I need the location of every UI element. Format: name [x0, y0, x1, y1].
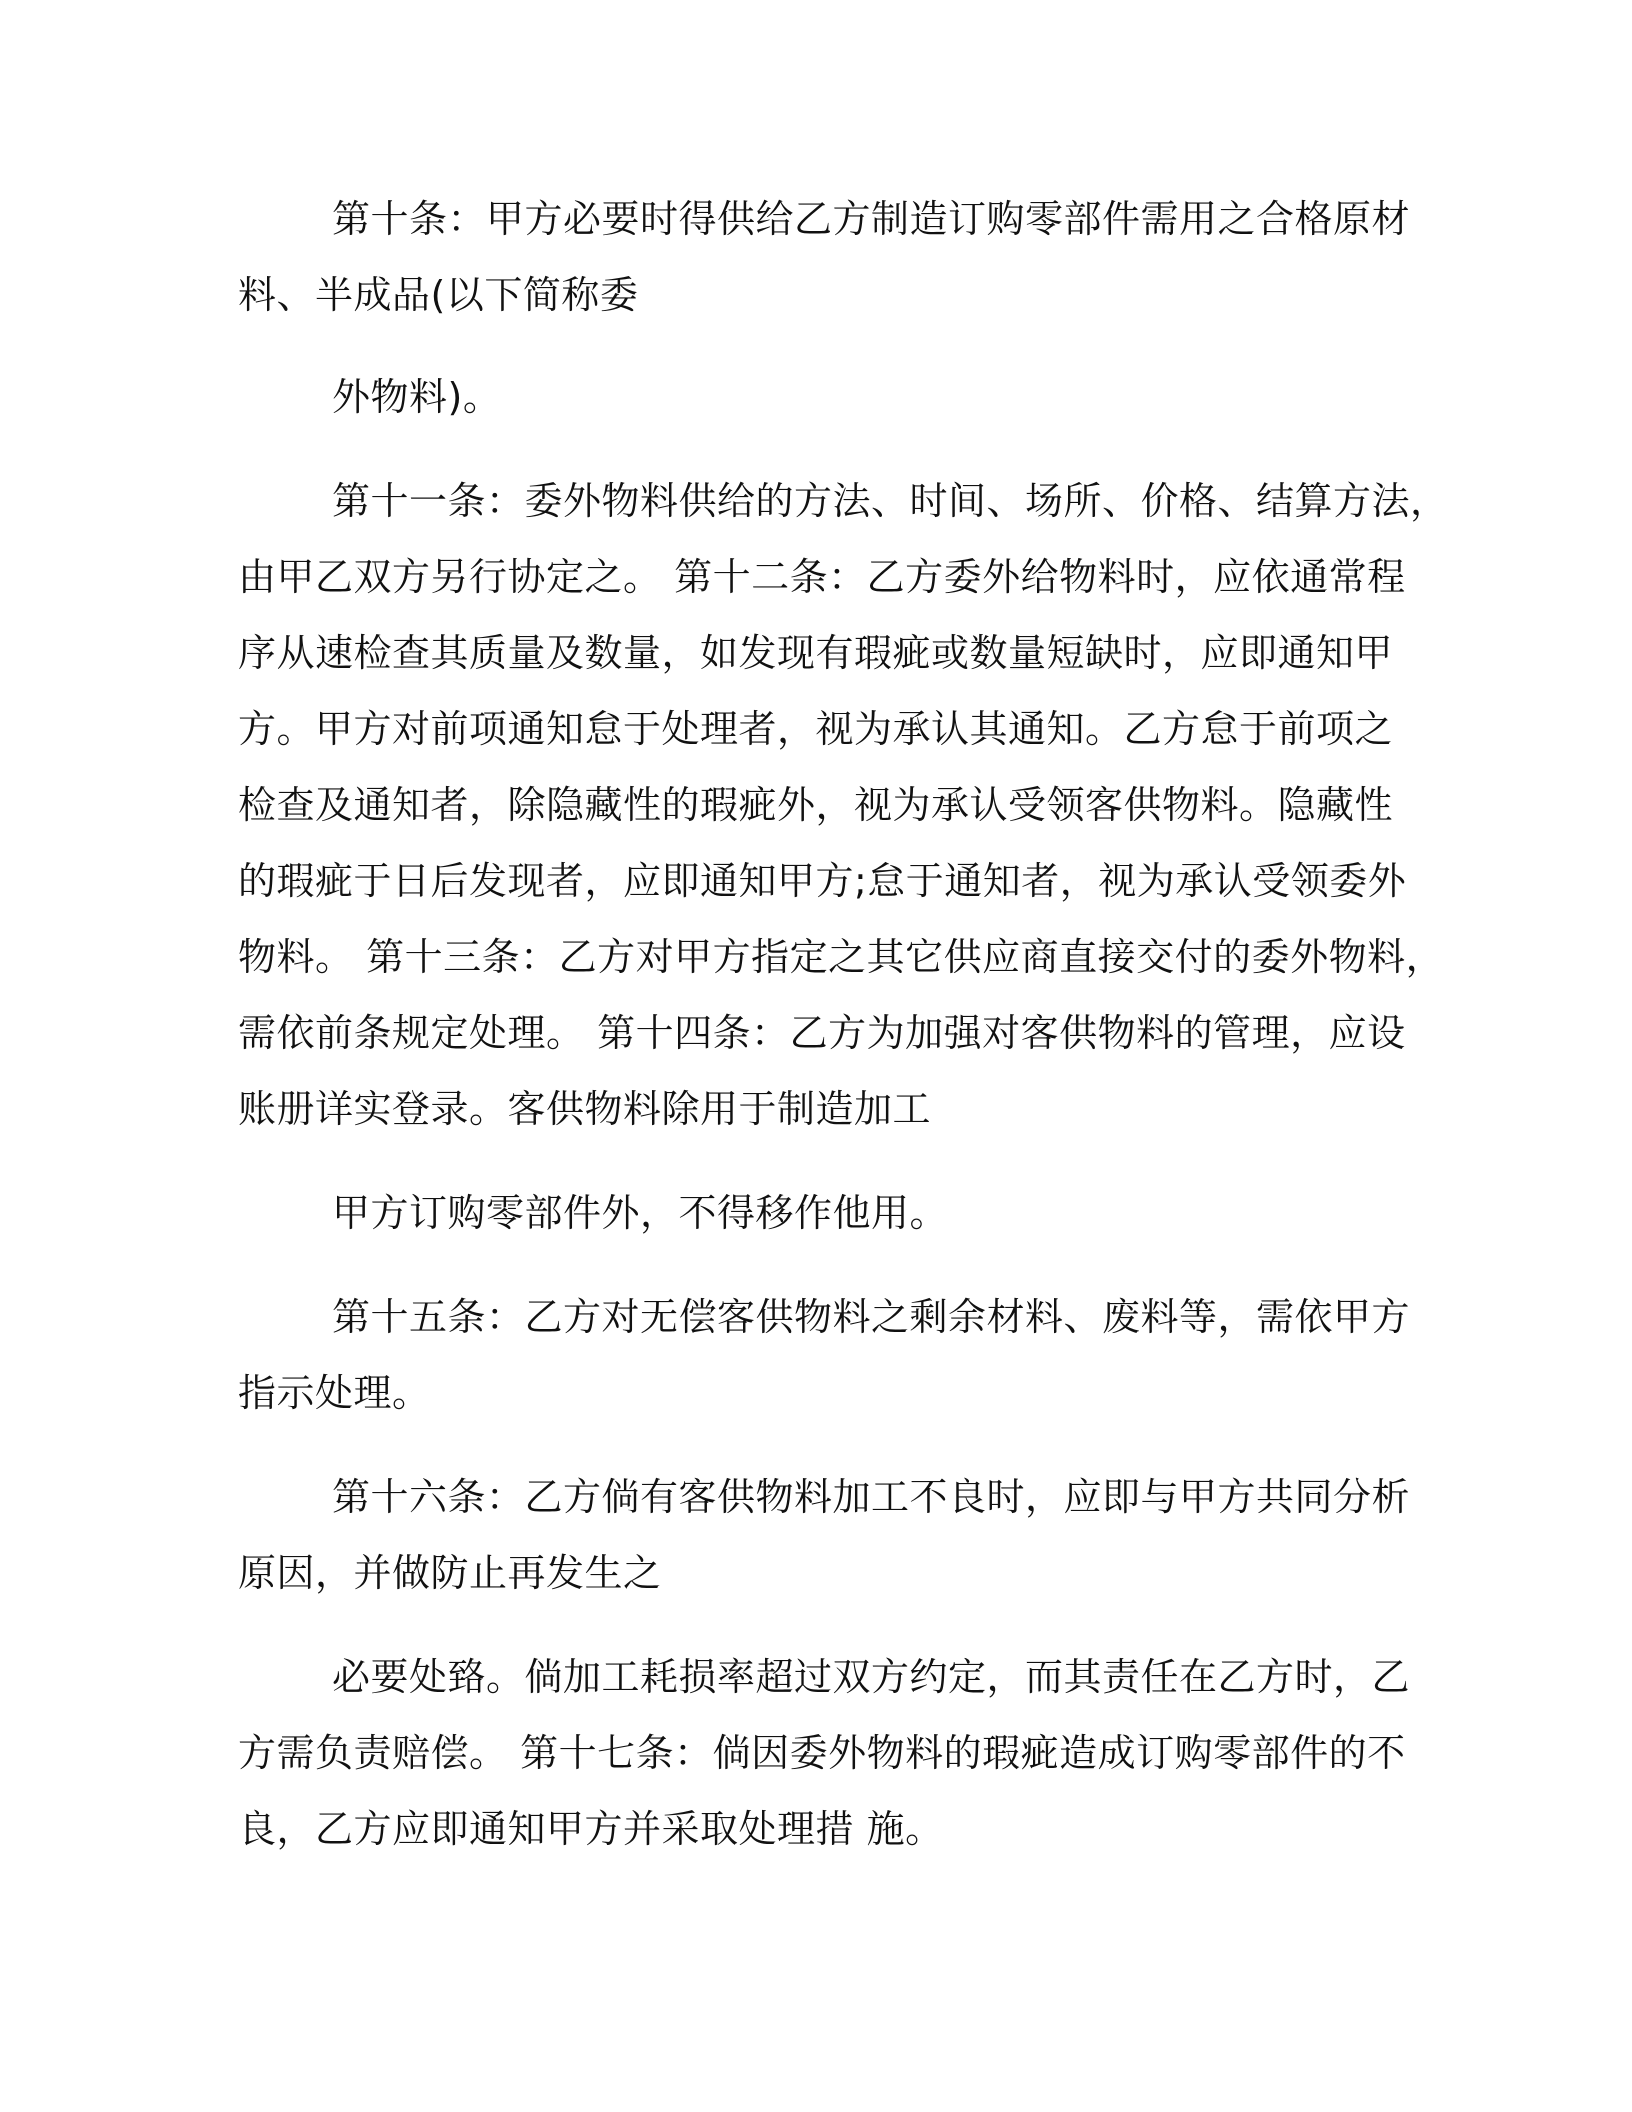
text-line: 方需负责赔偿。 第十七条：倘因委外物料的瑕疵造成订购零部件的不 [238, 1731, 1406, 1775]
text-line: 由甲乙双方另行协定之。 第十二条：乙方委外给物料时，应依通常程 [238, 555, 1406, 599]
text-line: 指示处理。 [238, 1371, 431, 1415]
text-line: 第十五条：乙方对无偿客供物料之剩余材料、废料等，需依甲方 [332, 1295, 1411, 1339]
text-line: 第十一条：委外物料供给的方法、时间、场所、价格、结算方法， [332, 479, 1449, 523]
text-line: 序从速检查其质量及数量，如发现有瑕疵或数量短缺时，应即通知甲 [238, 631, 1394, 675]
text-line: 必要处臵。倘加工耗损率超过双方约定，而其责任在乙方时，乙 [332, 1655, 1411, 1699]
text-line: 方。甲方对前项通知怠于处理者，视为承认其通知。乙方怠于前项之 [238, 707, 1394, 751]
text-line: 良，乙方应即通知甲方并采取处理措 施。 [238, 1807, 944, 1851]
text-line: 物料。 第十三条：乙方对甲方指定之其它供应商直接交付的委外物料， [238, 935, 1445, 979]
text-line: 检查及通知者，除隐藏性的瑕疵外，视为承认受领客供物料。隐藏性 [238, 783, 1394, 827]
text-line: 料、半成品(以下简称委 [238, 273, 639, 317]
text-line: 第十条：甲方必要时得供给乙方制造订购零部件需用之合格原材 [332, 197, 1411, 241]
text-line: 第十六条：乙方倘有客供物料加工不良时，应即与甲方共同分析 [332, 1475, 1411, 1519]
text-line: 的瑕疵于日后发现者，应即通知甲方;怠于通知者，视为承认受领委外 [238, 859, 1407, 903]
text-line: 账册详实登录。客供物料除用于制造加工 [238, 1087, 932, 1131]
text-line: 外物料)。 [332, 375, 502, 419]
text-line: 需依前条规定处理。 第十四条：乙方为加强对客供物料的管理，应设 [238, 1011, 1406, 1055]
text-line: 原因，并做防止再发生之 [238, 1551, 662, 1595]
text-line: 甲方订购零部件外，不得移作他用。 [332, 1191, 949, 1235]
